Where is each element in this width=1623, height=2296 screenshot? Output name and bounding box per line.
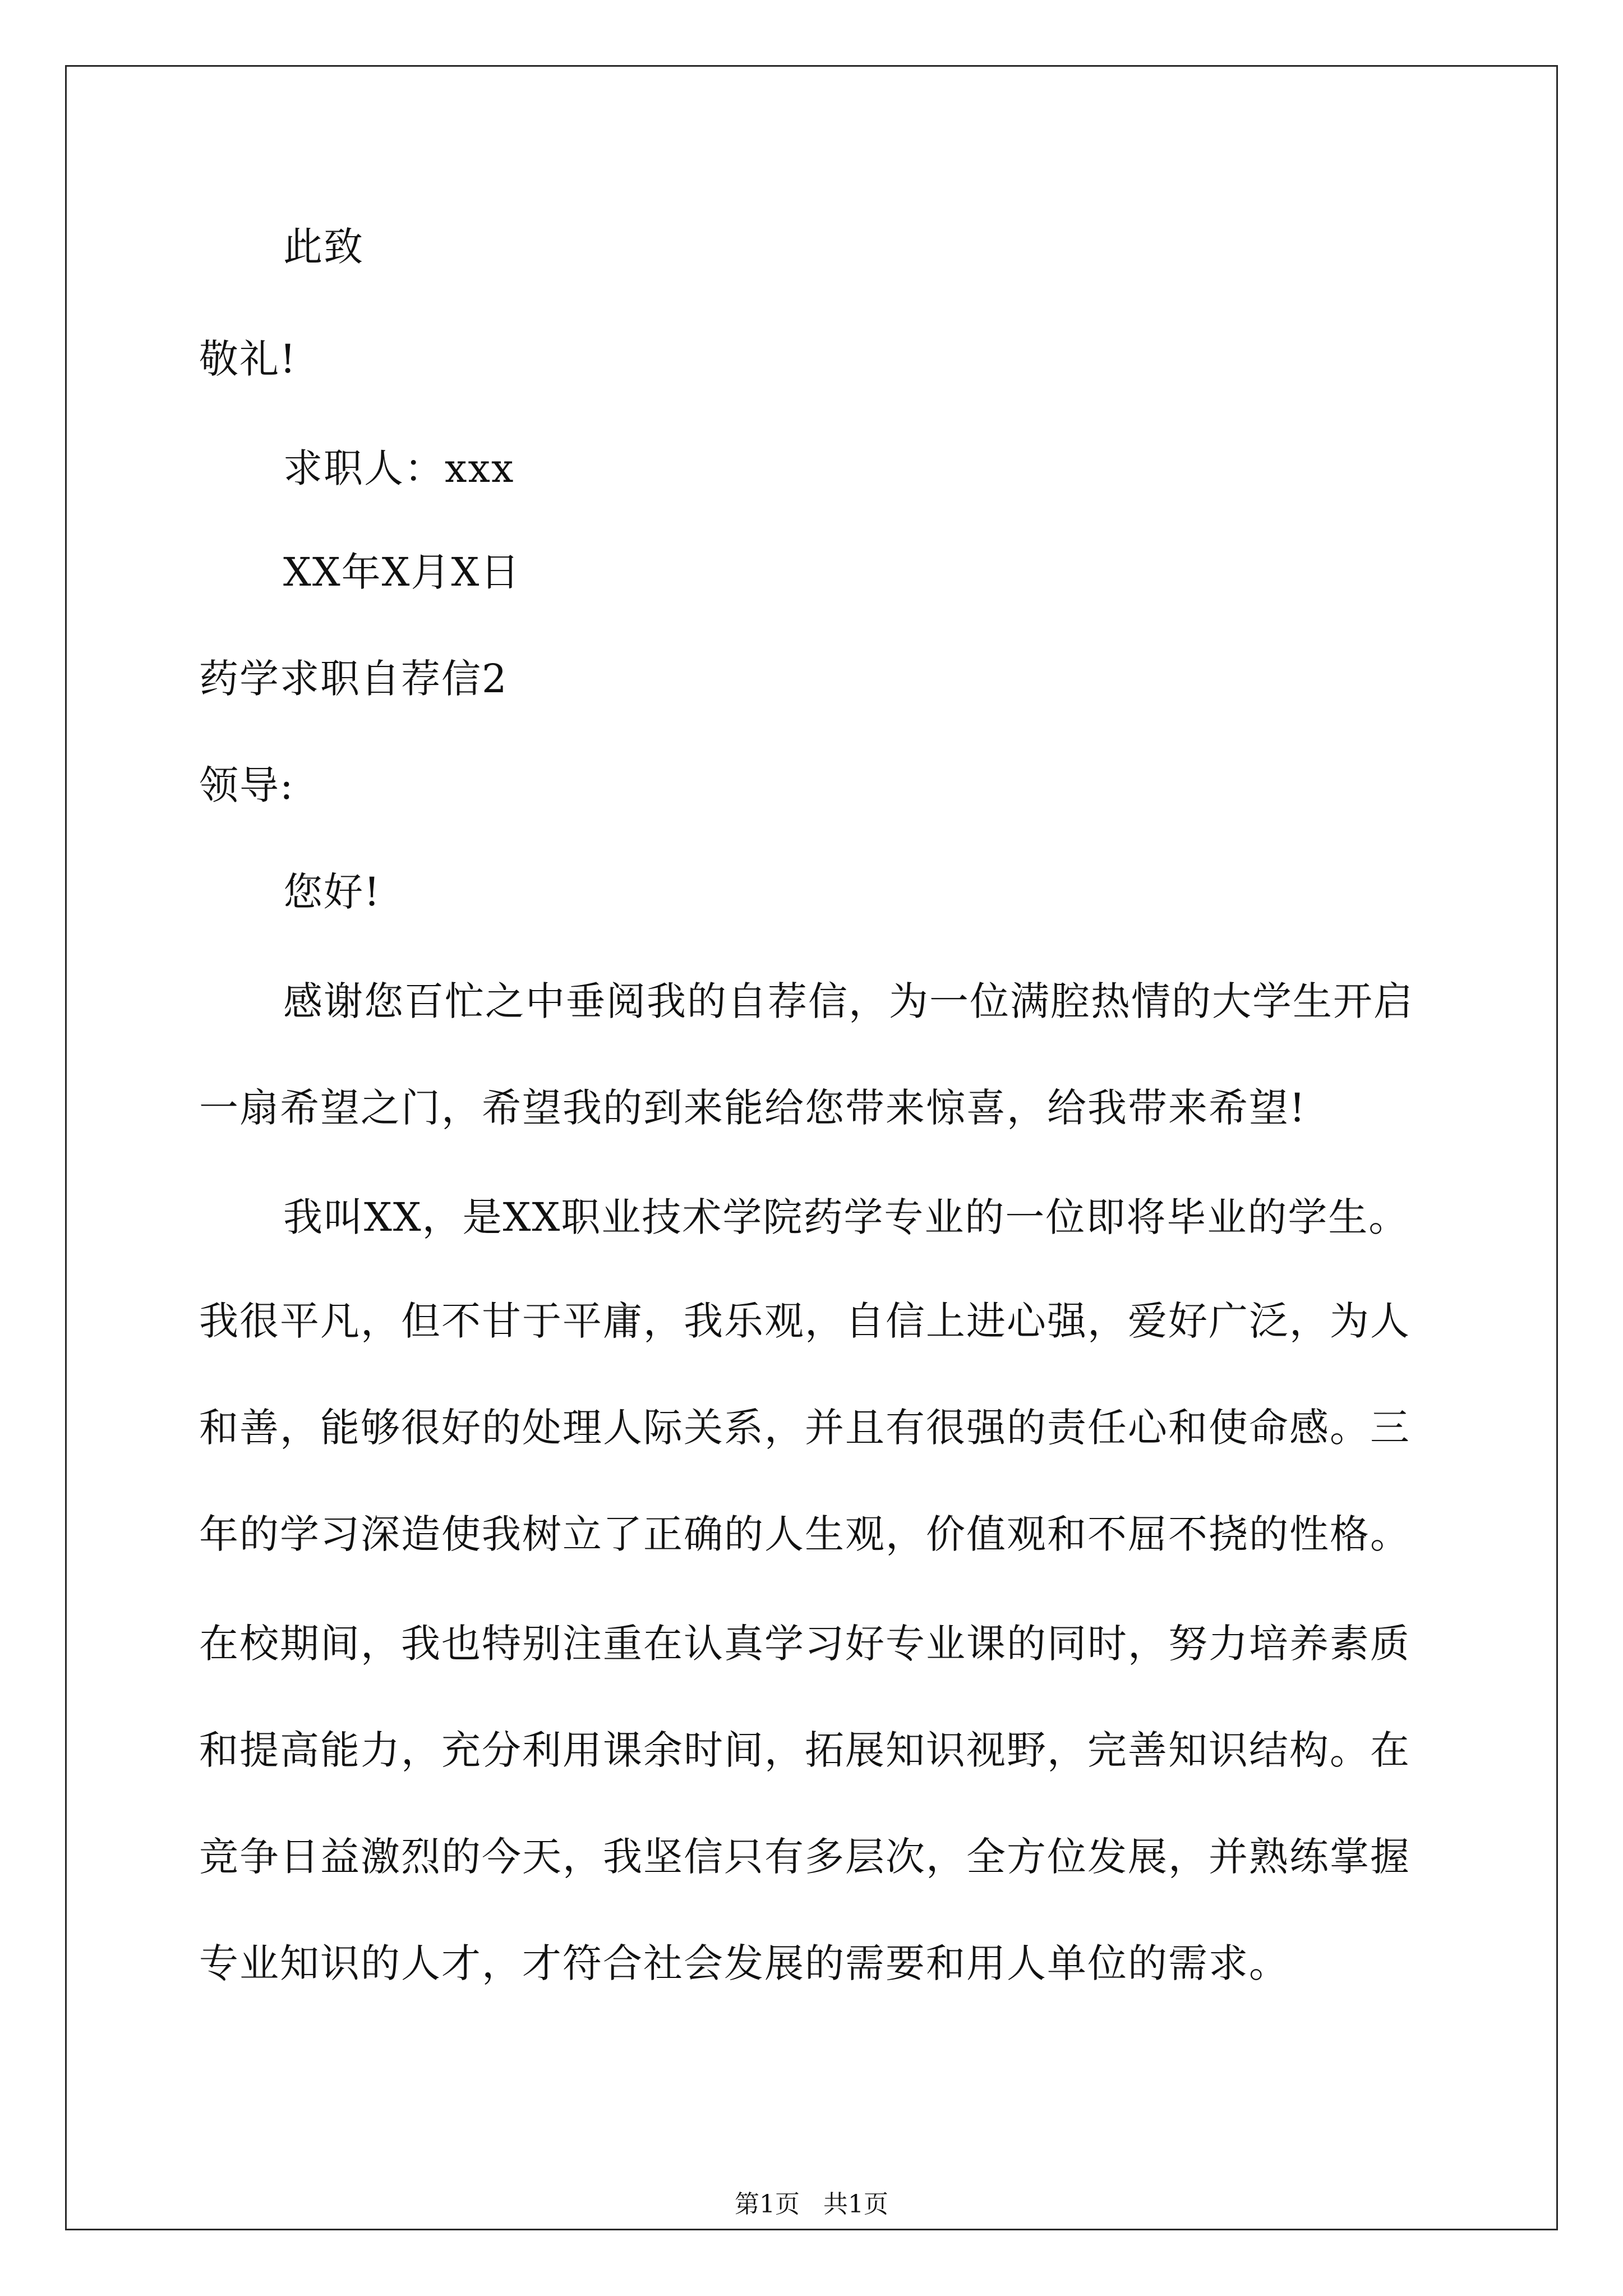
section-title: 药学求职自荐信2 (199, 656, 508, 702)
page-footer: 第1页 共1页 (735, 2190, 888, 2219)
paragraph-line: 我叫XX，是XX职业技术学院药学专业的一位即将毕业的学生。 (283, 1194, 1409, 1240)
paragraph-line: 我很平凡，但不甘于平庸，我乐观，自信上进心强，爱好广泛，为人 (199, 1298, 1410, 1344)
closing-salutation: 此致 (283, 224, 364, 270)
paragraph-line: 和善，能够很好的处理人际关系，并且有很强的责任心和使命感。三 (199, 1405, 1410, 1451)
paragraph-line: 竞争日益激烈的今天，我坚信只有多层次，全方位发展，并熟练掌握 (199, 1834, 1410, 1880)
closing-regards: 敬礼! (199, 336, 297, 382)
paragraph-line: 一扇希望之门，希望我的到来能给您带来惊喜，给我带来希望! (199, 1085, 1307, 1131)
recipient-line: 领导: (199, 762, 294, 808)
greeting-line: 您好! (283, 869, 381, 915)
paragraph-line: 在校期间，我也特别注重在认真学习好专业课的同时，努力培养素质 (199, 1621, 1410, 1667)
paragraph-line: 感谢您百忙之中垂阅我的自荐信，为一位满腔热情的大学生开启 (283, 978, 1414, 1024)
paragraph-line: 和提高能力，充分利用课余时间，拓展知识视野，完善知识结构。在 (199, 1727, 1410, 1773)
paragraph-line: 专业知识的人才，才符合社会发展的需要和用人单位的需求。 (199, 1940, 1289, 1986)
paragraph-line: 年的学习深造使我树立了正确的人生观，价值观和不屈不挠的性格。 (199, 1511, 1410, 1557)
page-border (65, 65, 1558, 2230)
signature-line: 求职人：xxx (283, 445, 515, 491)
date-line: XX年X月X日 (283, 549, 521, 595)
